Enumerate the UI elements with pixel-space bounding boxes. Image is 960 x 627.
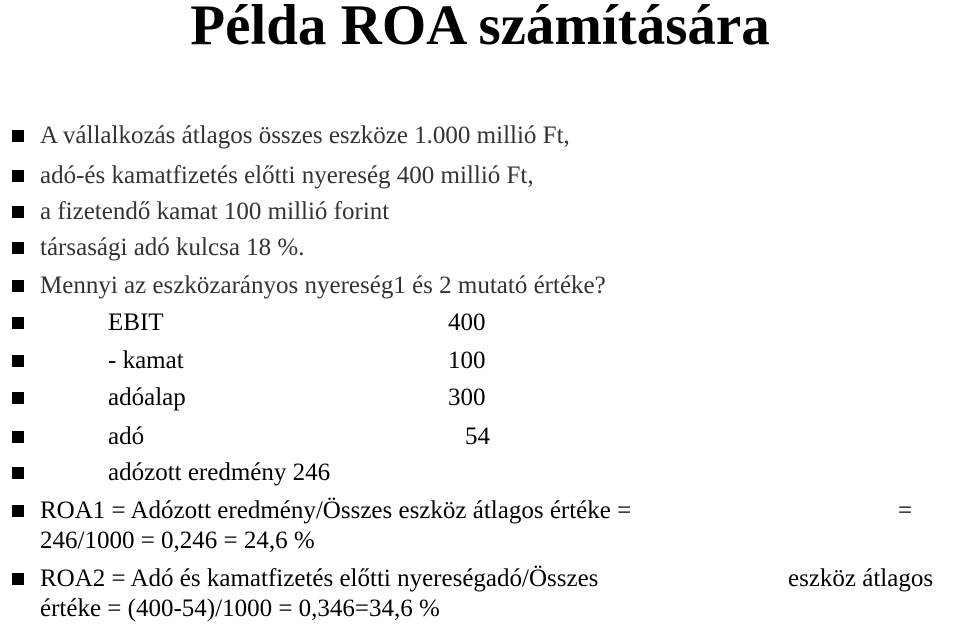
list-item [0, 270, 960, 302]
square-bullet-icon [12, 242, 24, 254]
calc-row-interest [0, 345, 960, 377]
bullet-text: Mennyi az eszközarányos nyereség1 és 2 mutató értéke? [40, 272, 606, 299]
roa1-result-line [0, 525, 960, 557]
roa2-formula: ROA2 = Adó és kamatfizetés előtti nyereségadó/Összes [40, 565, 599, 592]
bullet-text: társasági adó kulcsa 18 %. [40, 234, 305, 261]
calc-label: adóalap [108, 384, 186, 411]
calc-label: - kamat [108, 347, 184, 374]
roa1-formula: ROA1 = Adózott eredmény/Összes eszköz átlagos értéke = [40, 497, 632, 524]
list-item [0, 232, 960, 264]
square-bullet-icon [12, 392, 24, 404]
calc-label: EBIT [108, 309, 164, 336]
square-bullet-icon [12, 573, 24, 585]
roa2-result-line [0, 593, 960, 625]
calc-row-net-result [0, 457, 960, 489]
roa1-line [0, 495, 960, 527]
calc-row-tax-base [0, 382, 960, 414]
roa2-result: értéke = (400-54)/1000 = 0,346=34,6 % [40, 595, 440, 622]
roa2-formula-end: eszköz átlagos [788, 565, 934, 592]
bullet-text: a fizetendő kamat 100 millió forint [40, 198, 390, 225]
roa1-result: 246/1000 = 0,246 = 24,6 % [40, 527, 315, 554]
roa2-line [0, 563, 960, 595]
square-bullet-icon [12, 467, 24, 479]
list-item [0, 120, 960, 152]
bullet-text: adó-és kamatfizetés előtti nyereség 400 millió Ft, [40, 162, 534, 189]
calc-label: adó [108, 423, 145, 450]
net-result-text: adózott eredmény 246 [108, 459, 331, 486]
square-bullet-icon [12, 206, 24, 218]
square-bullet-icon [12, 317, 24, 329]
calc-row-ebit [0, 307, 960, 339]
calc-value: 54 [465, 423, 490, 450]
square-bullet-icon [12, 505, 24, 517]
bullet-text: A vállalkozás átlagos összes eszköze 1.000 millió Ft, [40, 122, 570, 149]
calc-value: 400 [448, 309, 486, 336]
square-bullet-icon [12, 280, 24, 292]
square-bullet-icon [12, 355, 24, 367]
list-item [0, 196, 960, 228]
calc-row-tax [0, 421, 960, 453]
square-bullet-icon [12, 130, 24, 142]
list-item [0, 160, 960, 192]
roa1-equals: = [898, 497, 913, 524]
square-bullet-icon [12, 431, 24, 443]
calc-value: 100 [448, 347, 486, 374]
page-title: Példa ROA számítására [190, 0, 770, 57]
square-bullet-icon [12, 170, 24, 182]
calc-value: 300 [448, 384, 486, 411]
